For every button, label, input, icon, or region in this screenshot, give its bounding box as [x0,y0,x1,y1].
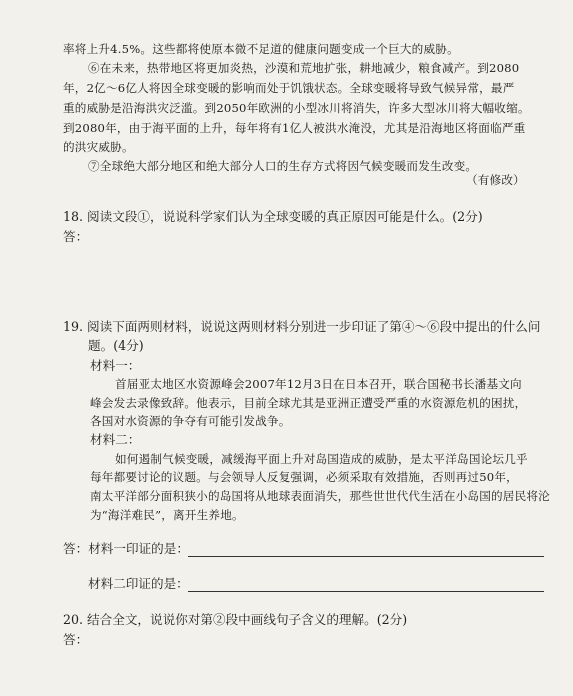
answer-material-1-label: 答：材料一印证的是： [63,541,189,556]
material-2-line-1: 如何遏制气候变暖，减缓海平面上升对岛国造成的威胁，是太平洋岛国论坛几乎 [115,452,528,466]
material-1-line-3: 各国对水资源的争夺有可能引发战争。 [90,414,291,428]
material-2-label: 材料二： [90,432,141,447]
answer-material-1-line[interactable] [188,556,544,557]
question-19-line-2: 题。(4分) [88,338,144,353]
question-18-answer-label: 答： [63,229,89,244]
passage-para6-line-1: ⑥在未来，热带地区将更加炎热，沙漠和荒地扩张，耕地减少，粮食减产。到2080 [88,61,520,75]
material-1-line-1: 首届亚太地区水资源峰会2007年12月3日在日本召开，联合国秘书长潘基文向 [115,377,522,391]
material-2-line-4: 为“海洋难民”，离开生养地。 [90,508,244,522]
material-1-line-2: 峰会发去录像致辞。他表示，目前全球尤其是亚洲正遭受严重的水资源危机的困扰， [90,396,527,410]
passage-para7: ⑦全球绝大部分地区和绝大部分人口的生存方式将因气候变暖而发生改变。 [88,159,478,173]
answer-material-2-line[interactable] [188,591,544,592]
material-2-line-3: 南太平洋部分面积狭小的岛国将从地球表面消失，那些世世代代生活在小岛国的居民将沦 [90,489,550,503]
material-1-label: 材料一： [90,358,141,373]
passage-para6-line-5: 的洪灾威胁。 [63,140,134,154]
source-note: （有修改） [466,173,525,187]
material-2-line-2: 每年都要讨论的议题。与会领导人反复强调，必须采取有效措施，否则再过50年， [90,470,518,484]
passage-para6-line-4: 到2080年，由于海平面的上升，每年将有1亿人被洪水淹没，尤其是沿海地区将面临严重 [63,121,526,135]
answer-material-2-label: 材料二印证的是： [88,576,189,591]
passage-para6-line-3: 重的威胁是沿海洪灾泛滥。到2050年欧洲的小型冰川将消失，许多大型冰川将大幅收缩。 [63,101,530,115]
question-18: 18. 阅读文段①，说说科学家们认为全球变暖的真正原因可能是什么。(2分) [63,209,483,224]
question-19-line-1: 19. 阅读下面两则材料，说说这两则材料分别进一步印证了第④～⑥段中提出的什么问 [63,319,541,334]
question-20-answer-label: 答： [63,632,89,647]
passage-para6-line-2: 年，2亿～6亿人将因全球变暖的影响而处于饥饿状态。全球变暖将导致气候异常，最严 [63,81,515,95]
question-20: 20. 结合全文，说说你对第②段中画线句子含义的理解。(2分) [63,612,408,627]
passage-line-0: 率将上升4.5%。这些都将使原本微不足道的健康问题变成一个巨大的威胁。 [63,42,459,56]
